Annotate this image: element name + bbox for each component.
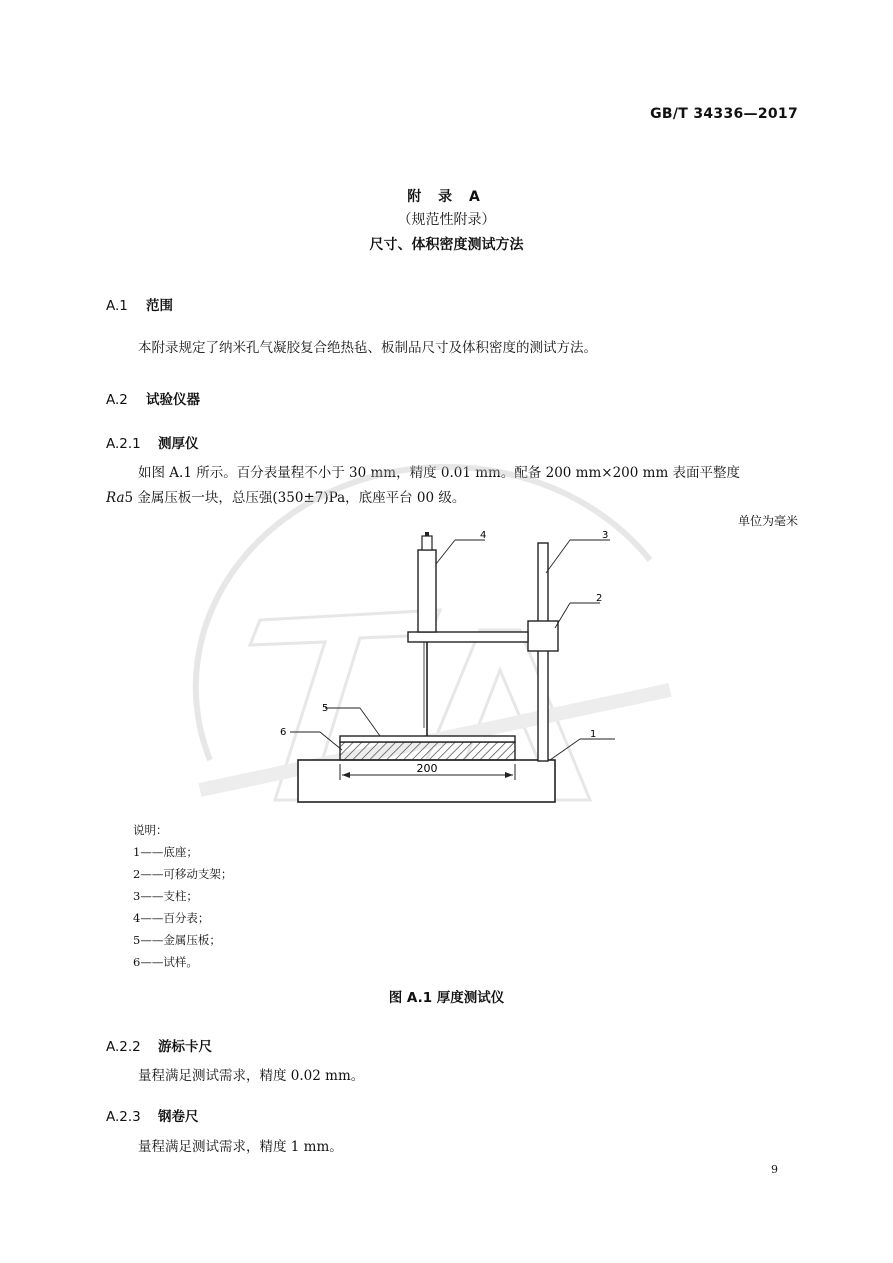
specimen [340, 742, 515, 760]
legend-item: 2——可移动支架； [133, 867, 233, 881]
section-number: A.2.2 [106, 1039, 141, 1055]
section-title: 范围 [146, 298, 173, 314]
section-number: A.2.3 [106, 1109, 141, 1125]
section-title: 试验仪器 [146, 392, 200, 408]
movable-bracket [528, 621, 558, 651]
section-a21-heading [106, 432, 199, 452]
section-a22-text: 量程满足测试需求，精度 0.02 mm。 [138, 1068, 365, 1084]
section-a23-text: 量程满足测试需求，精度 1 mm。 [138, 1139, 343, 1155]
section-a23-heading [106, 1105, 199, 1125]
dimension-label: 200 [416, 762, 438, 775]
legend-title: 说明： [133, 823, 168, 837]
section-a21-text-line1: 如图 A.1 所示。百分表量程不小于 30 mm，精度 0.01 mm。配备 200 mm×200 mm 表面平整度 [138, 465, 741, 481]
section-a22-heading [106, 1035, 212, 1055]
section-a21-text-line2-rest: 5 金属压板一块，总压强(350±7)Pa，底座平台 00 级。 [124, 490, 466, 506]
legend-item: 4——百分表； [133, 911, 210, 925]
legend-item: 3——支柱； [133, 889, 198, 903]
pressure-plate [340, 736, 515, 742]
thickness-tester-figure [270, 528, 609, 818]
callout-2: 2 [596, 593, 603, 604]
roughness-symbol: Ra [106, 490, 125, 506]
page-number: 9 [771, 1163, 778, 1176]
section-a2-heading [106, 388, 200, 408]
legend-item: 1——底座； [133, 845, 198, 859]
section-a1-text: 本附录规定了纳米孔气凝胶复合绝热毡、板制品尺寸及体积密度的测试方法。 [138, 340, 597, 356]
appendix-subtitle: （规范性附录） [397, 212, 496, 228]
callout-4: 4 [480, 530, 487, 541]
section-title: 游标卡尺 [158, 1039, 212, 1055]
figure-caption: 图 A.1 厚度测试仪 [388, 990, 505, 1006]
appendix-title: 附 录 A [407, 189, 486, 205]
standard-code: GB/T 34336—2017 [650, 106, 798, 122]
bracket-arm [408, 632, 528, 642]
callout-1: 1 [590, 729, 597, 740]
dial-indicator [418, 550, 436, 632]
section-title: 测厚仪 [158, 436, 199, 452]
unit-note: 单位为毫米 [737, 514, 798, 528]
section-number: A.2 [106, 392, 128, 408]
legend-item: 6——试样。 [133, 955, 198, 969]
legend-item: 5——金属压板； [133, 933, 221, 947]
section-number: A.2.1 [106, 436, 141, 452]
section-a1-heading [106, 294, 173, 314]
section-title: 钢卷尺 [158, 1109, 199, 1125]
callout-5: 5 [322, 703, 329, 714]
section-a21-text-line2 [106, 486, 465, 511]
callout-6: 6 [280, 727, 287, 738]
appendix-heading: 尺寸、体积密度测试方法 [369, 237, 524, 253]
callout-3: 3 [602, 530, 609, 541]
pillar [538, 543, 548, 761]
section-number: A.1 [106, 298, 128, 314]
